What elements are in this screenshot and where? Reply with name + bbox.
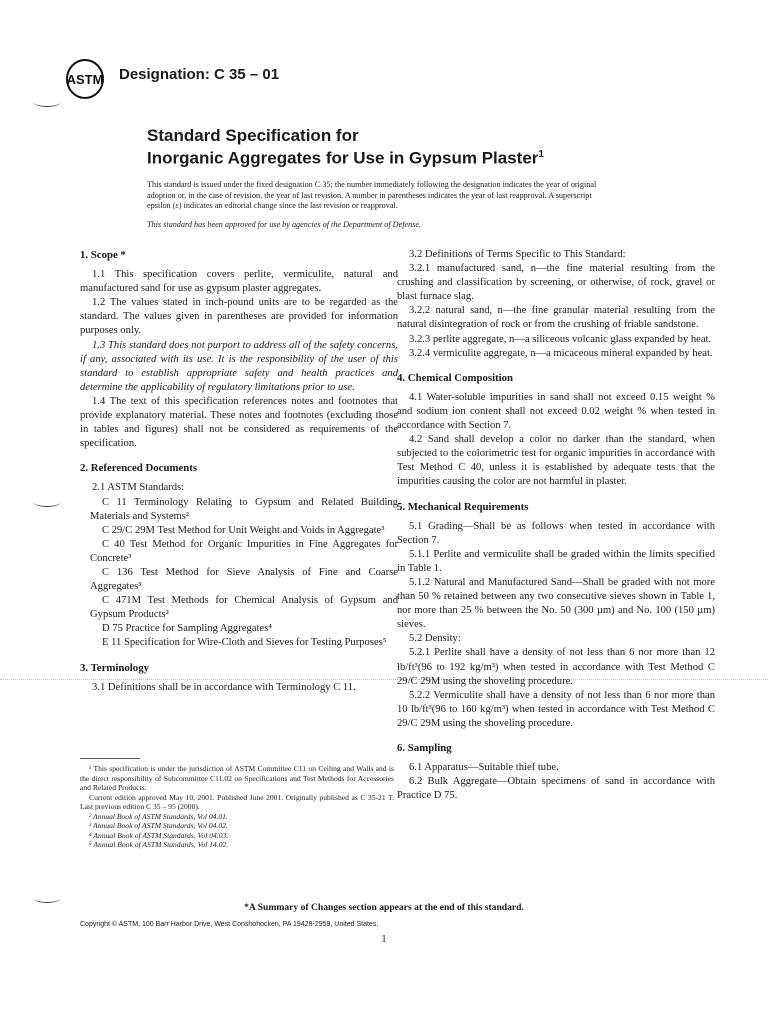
ref-item: C 471M Test Methods for Chemical Analysis of Gypsum and Gypsum Products² [90, 595, 398, 621]
title-line-1: Standard Specification for [147, 126, 359, 145]
ref-item: E 11 Specification for Wire-Cloth and Sieves for Testing Purposes⁵ [102, 637, 387, 649]
astm-logo [62, 58, 108, 100]
section-3-heading: 3. Terminology [80, 661, 149, 674]
para-1-1: 1.1 This specification covers perlite, vermiculite, natural and manufactured sand for use as gypsum plaster aggregates. [80, 269, 398, 295]
footnote-1: ¹ This specification is under the jurisdiction of ASTM Committee C11 on Ceiling and Walls and is the direct responsibility of Subcommittee C11.02 on Specifications and Test Methods for Accessories and Related Products. [80, 764, 394, 792]
para-1-4: 1.4 The text of this specification references notes and footnotes that provide explanatory material. These notes and footnotes (excluding those in tables and figures) shall not be considered as requirements of the specification. [80, 395, 398, 450]
para-3-1: 3.1 Definitions shall be in accordance with Terminology C 11. [92, 681, 356, 693]
footnote-2: ² Annual Book of ASTM Standards, Vol 04.01. [89, 811, 228, 821]
para-2-1: 2.1 ASTM Standards: [92, 482, 185, 494]
para-4-1: 4.1 Water-soluble impurities in sand shall not exceed 0.15 weight % and sodium ion content shall not exceed 0.02 weight % when tested in accordance with Section 7. [397, 391, 715, 432]
para-3-2-1: 3.2.1 manufactured sand, n—the fine material resulting from the crushing and classification by screening, or otherwise, of rock, gravel or blast furnace slag. [397, 263, 715, 303]
para-1-3: 1.3 This standard does not purport to address all of the safety concerns, if any, associated with its use. It is the responsibility of the user of this standard to establish appropriate safety and health practices and determine the applicability of regulatory limitations prior to use. [80, 339, 398, 393]
para-5-1: 5.1 Grading—Shall be as follows when tested in accordance with Section 7. [397, 520, 715, 546]
footnote-5: ⁵ Annual Book of ASTM Standards, Vol 14.02. [89, 840, 229, 849]
section-1-heading: 1. Scope * [80, 249, 126, 261]
section-6-heading: 6. Sampling [397, 742, 452, 754]
page-number: 1 [381, 934, 387, 945]
ref-item: C 40 Test Method for Organic Impurities in Fine Aggregates for Concrete³ [90, 538, 398, 564]
para-6-2: 6.2 Bulk Aggregate—Obtain specimens of sand in accordance with Practice D 75. [397, 776, 715, 802]
section-5-heading: 5. Mechanical Requirements [397, 500, 529, 513]
footnote-rule [80, 758, 140, 759]
punch-mark [34, 498, 60, 507]
ref-item: C 136 Test Method for Sieve Analysis of Fine and Coarse Aggregates³ [90, 566, 398, 593]
footnote-4: ⁴ Annual Book of ASTM Standards, Vol 04.03. [89, 830, 229, 840]
para-5-2-2: 5.2.2 Vermiculite shall have a density of not less than 6 nor more than 10 lb/ft³(96 to 160 kg/m³) when tested in accordance with Test Method C 29/C 29M using the shoveling procedure. [397, 689, 715, 729]
para-3-2-2: 3.2.2 natural sand, n—the fine granular material resulting from the natural disintegration of rock or from the crushing of friable sandstone. [397, 305, 715, 331]
ref-item: D 75 Practice for Sampling Aggregates⁴ [102, 623, 272, 635]
para-6-1: 6.1 Apparatus—Suitable thief tube. [409, 762, 559, 774]
ref-item: C 11 Terminology Relating to Gypsum and Related Building Materials and Systems² [90, 496, 398, 522]
summary-of-changes-note: *A Summary of Changes section appears at the end of this standard. [244, 902, 524, 913]
punch-mark [34, 98, 60, 107]
para-3-2-3: 3.2.3 perlite aggregate, n—a siliceous volcanic glass expanded by heat. [409, 333, 712, 345]
footnote-3: ³ Annual Book of ASTM Standards, Vol 04.02. [89, 821, 228, 830]
astm-logo-text: ASTM [66, 72, 104, 87]
right-column [397, 248, 715, 803]
para-3-2: 3.2 Definitions of Terms Specific to This Standard: [409, 249, 626, 260]
para-5-1-2: 5.1.2 Natural and Manufactured Sand—Shall be graded with not more than 50 % retained between any two consecutive sieves shown in Table 1, nor more than 25 % between the No. 50 (300 µm) and No. 100 (150 µm) sieves. [397, 576, 715, 631]
section-2-heading: 2. Referenced Documents [80, 462, 198, 475]
footnotes [80, 764, 394, 850]
para-5-1-1: 5.1.1 Perlite and vermiculite shall be graded within the limits specified in Table 1. [397, 548, 715, 574]
footnote-1-edition: Current edition approved May 10, 2001. Published June 2001. Originally published as C 35-21 T. Last previous edition C 35 – 95 (2000). [80, 792, 394, 811]
left-column [80, 248, 398, 695]
designation: Designation: C 35 – 01 [119, 66, 280, 83]
ref-item: C 29/C 29M Test Method for Unit Weight and Voids in Aggregate³ [102, 524, 385, 536]
copyright-line: Copyright © ASTM, 100 Barr Harbor Drive, West Conshohocken, PA 19428-2959, United States. [80, 921, 379, 928]
title-line-2: Inorganic Aggregates for Use in Gypsum Plaster$^1$ [147, 148, 544, 168]
para-3-2-4: 3.2.4 vermiculite aggregate, n—a micaceous mineral expanded by heat. [409, 347, 713, 359]
para-1-2: 1.2 The values stated in inch-pound units are to be regarded as the standard. The values given in parentheses are provided for information purposes only. [80, 297, 398, 337]
document-title [147, 126, 544, 168]
section-4-heading: 4. Chemical Composition [397, 371, 514, 384]
issuance-notice: This standard is issued under the fixed designation C 35; the number immediately following the designation indicates the year of original adoption or, in the case of revision, the year of last revision. A number in parentheses indicates the year of last reapproval. A superscript epsilon (ε) indicates an editorial change since the last revision or reapproval. [147, 180, 597, 210]
para-5-2: 5.2 Density: [409, 633, 461, 645]
dod-approval: This standard has been approved for use by agencies of the Department of Defense. [147, 220, 422, 229]
para-4-2: 4.2 Sand shall develop a color no darker than the standard, when subjected to the colorimetric test for organic impurities in accordance with Test Method C 40, unless it is established by adequate tests that the impurities causing the color are not harmful in plaster. [397, 434, 715, 488]
para-5-2-1: 5.2.1 Perlite shall have a density of not less than 6 nor more than 12 lb/ft³(96 to 192 kg/m³) when tested in accordance with Test Method C 29/C 29M using the shoveling procedure. [397, 647, 715, 687]
